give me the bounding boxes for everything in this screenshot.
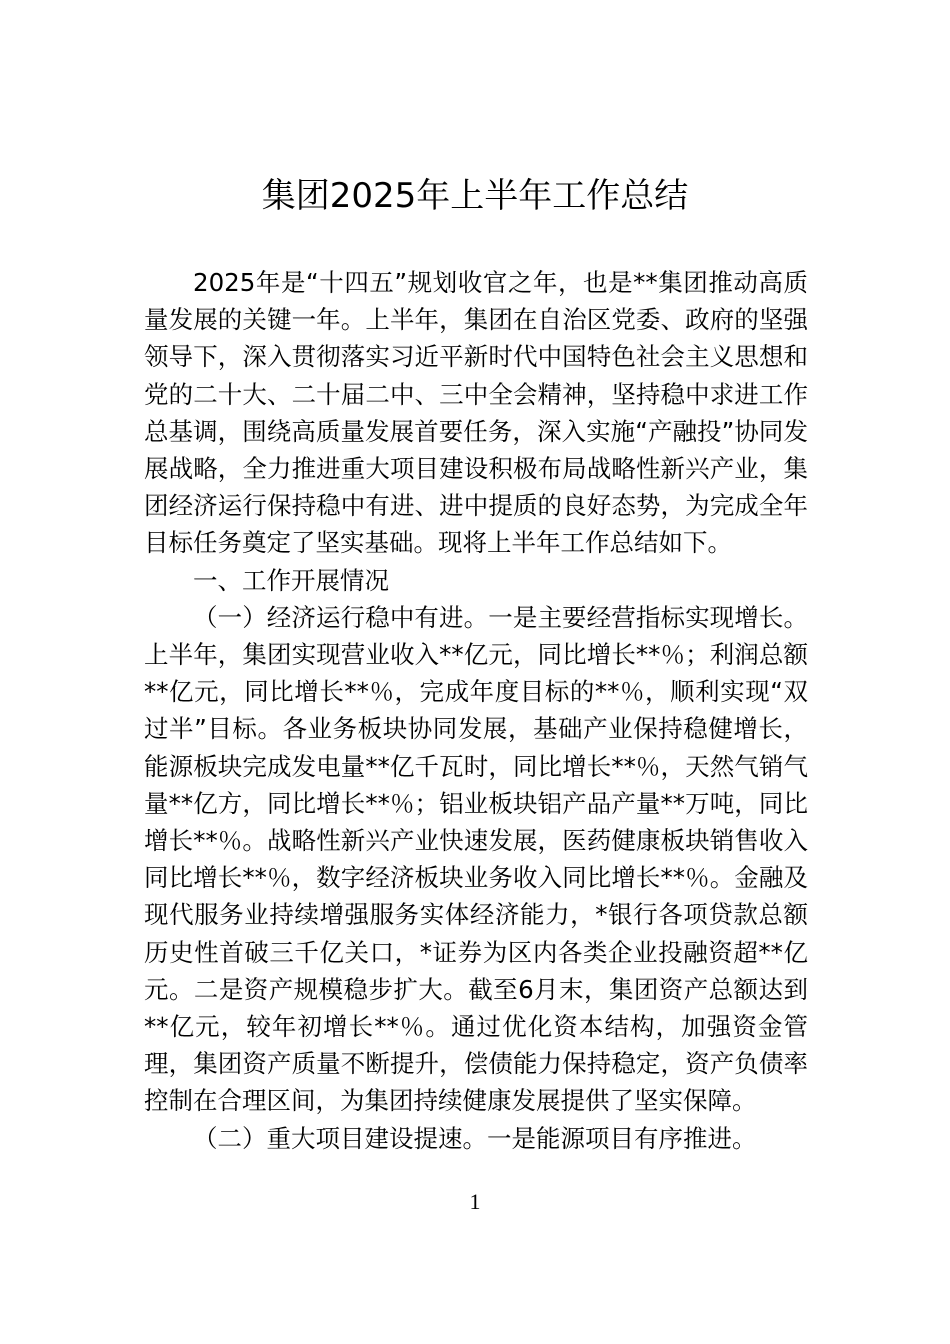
section-heading: 一、工作开展情况 — [193, 565, 389, 595]
page-number: 1 — [469, 1189, 481, 1214]
document-title: 集团2025年上半年工作总结 — [261, 176, 689, 216]
document-body — [144, 264, 808, 1157]
major-projects-paragraph: （二）重大项目建设提速。一是能源项目有序推进。 — [193, 1123, 757, 1153]
intro-paragraph: 2025年是“十四五”规划收官之年，也是**集团推动高质量发展的关键一年。上半年，集团在自治区党委、政府的坚强领导下，深入贯彻落实习近平新时代中国特色社会主义思想和党的二十大、二十届二中、三中全会精神，坚持稳中求进工作总基调，围绕高质量发展首要任务，深入实施“产融投”协同发展战略，全力推进重大项目建设积极布局战略性新兴产业，集团经济运行保持稳中有进、进中提质的良好态势，为完成全年目标任务奠定了坚实基础。现将上半年工作总结如下。 — [144, 268, 808, 558]
economic-operation-paragraph: （一）经济运行稳中有进。一是主要经营指标实现增长。上半年，集团实现营业收入**亿元，同比增长**％；利润总额**亿元，同比增长**％，完成年度目标的**％，顺利实现“双过半”目标。各业务板块协同发展，基础产业保持稳健增长，能源板块完成发电量**亿千瓦时，同比增长**％，天然气销气量**亿方，同比增长**％；铝业板块铝产品产量**万吨，同比增长**％。战略性新兴产业快速发展，医药健康板块销售收入同比增长**％，数字经济板块业务收入同比增长**％。金融及现代服务业持续增强服务实体经济能力，*银行各项贷款总额历史性首破三千亿关口，*证券为区内各类企业投融资超**亿元。二是资产规模稳步扩大。截至6月末，集团资产总额达到**亿元，较年初增长**％。通过优化资本结构，加强资金管理，集团资产质量不断提升，偿债能力保持稳定，资产负债率控制在合理区间，为集团持续健康发展提供了坚实保障。 — [144, 602, 808, 1116]
